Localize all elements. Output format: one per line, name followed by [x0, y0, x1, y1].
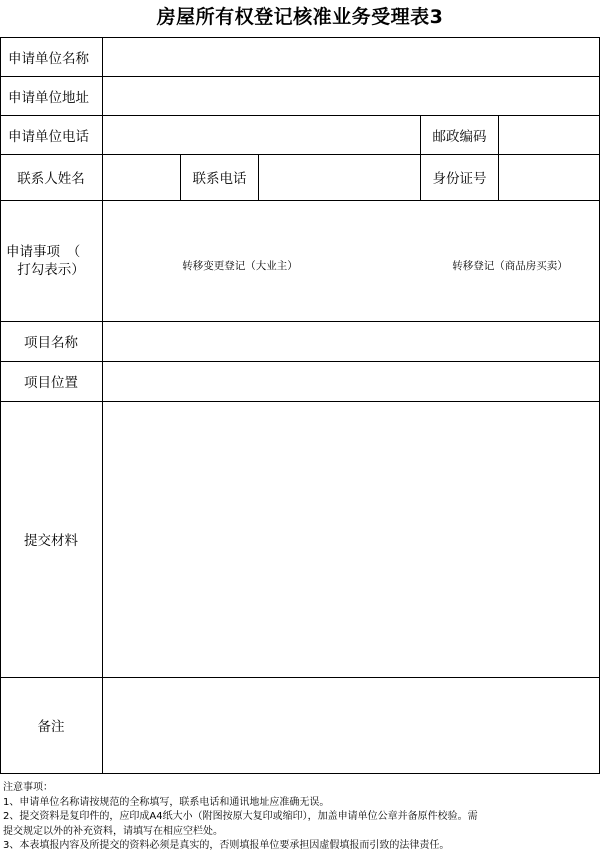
id-number-label: 身份证号: [432, 171, 487, 187]
contact-phone-field[interactable]: [259, 155, 420, 200]
applicant-phone-field[interactable]: [103, 116, 420, 154]
postal-code-label: 邮政编码: [432, 128, 487, 145]
submitted-materials-field[interactable]: [103, 402, 599, 677]
applicant-address-field[interactable]: [103, 77, 599, 115]
applicant-address-label: 申请单位地址: [8, 89, 89, 106]
project-name-label: 项目名称: [24, 335, 78, 351]
remarks-label: 备注: [37, 719, 65, 735]
note-item-2-line-1: 2、提交资料是复印件的，应印成A4纸大小（附图按原大复印或缩印），加盖申请单位公章并备原件校验。需: [3, 811, 478, 822]
remarks-field[interactable]: [103, 678, 599, 773]
applicant-phone-label: 申请单位电话: [8, 128, 89, 145]
contact-phone-label: 联系电话: [192, 171, 247, 187]
option-transfer-change-registration[interactable]: 转移变更登记（大业主）: [182, 259, 298, 272]
table-border-bottom: [0, 773, 600, 774]
application-item-label: [0, 200, 102, 321]
contact-name-field[interactable]: [103, 155, 180, 200]
submitted-materials-label: 提交材料: [24, 533, 78, 549]
form-title: 房屋所有权登记核准业务受理表3: [156, 6, 444, 28]
application-item-label-line1: 申请事项 （: [6, 243, 81, 260]
postal-code-field[interactable]: [499, 116, 599, 154]
project-name-field[interactable]: [103, 322, 599, 361]
notes-section: [3, 781, 597, 854]
contact-name-label: 联系人姓名: [17, 171, 85, 187]
applicant-name-label: 申请单位名称: [8, 50, 89, 67]
option-transfer-registration-sale[interactable]: 转移登记（商品房买卖）: [452, 259, 568, 272]
applicant-name-field[interactable]: [103, 38, 599, 76]
note-item-2-line-2: 提交规定以外的补充资料，请填写在相应空栏处。: [3, 825, 223, 837]
note-item-3: 3、本表填报内容及所提交的资料必须是真实的，否则填报单位要承担因虚假填报而引致的法律责任。: [3, 840, 450, 851]
project-location-label: 项目位置: [24, 375, 78, 391]
application-item-label-line2: 打勾表示）: [17, 261, 85, 278]
id-number-field[interactable]: [499, 155, 599, 200]
notes-heading: 注意事项：: [3, 782, 53, 793]
note-item-1: 1、申请单位名称请按规范的全称填写，联系电话和通讯地址应准确无误。: [3, 796, 330, 808]
project-location-field[interactable]: [103, 362, 599, 401]
